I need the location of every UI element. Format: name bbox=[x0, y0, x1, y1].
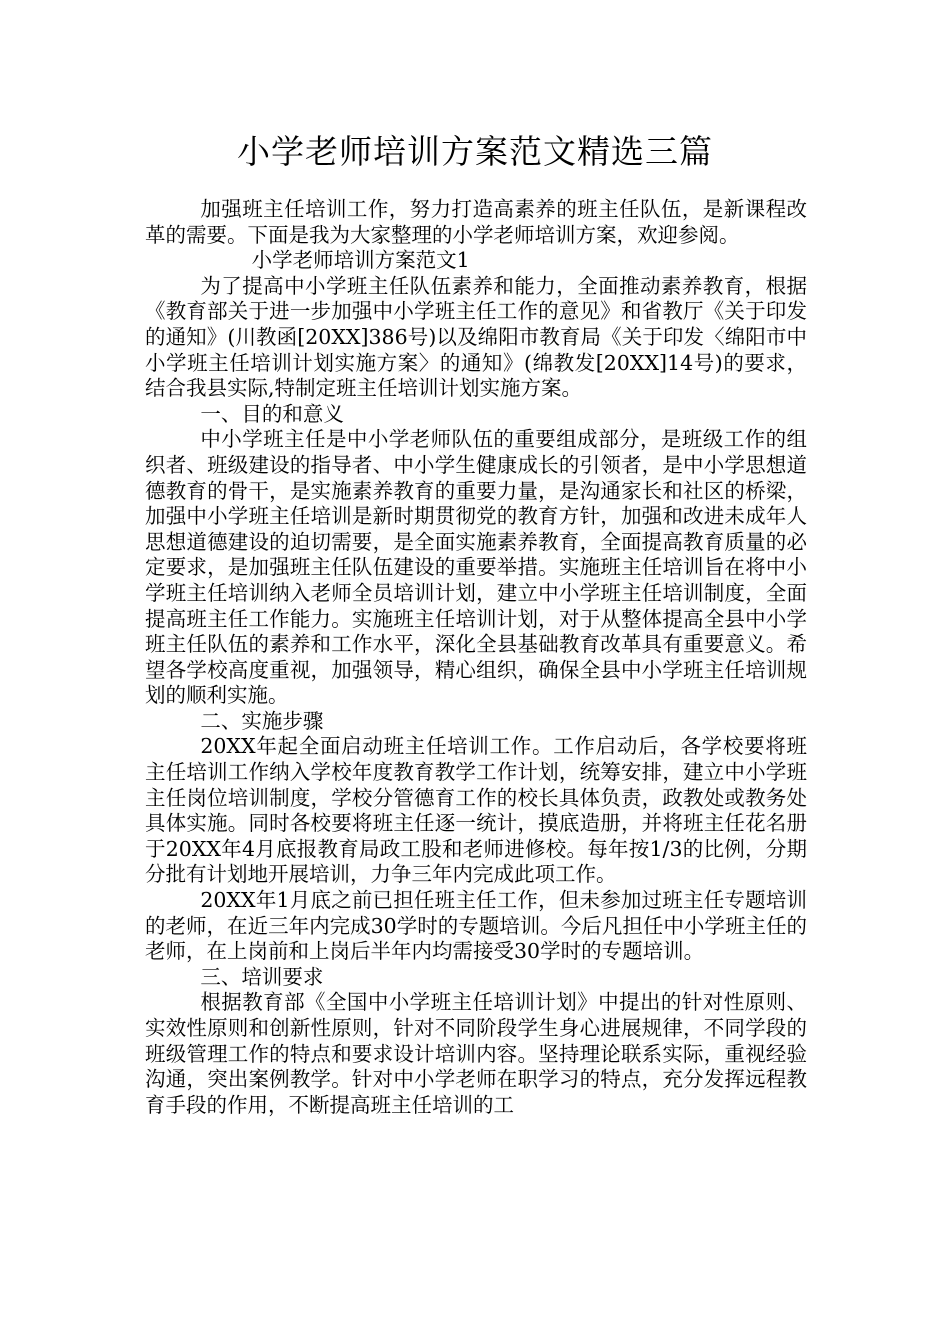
body-paragraph: 20XX年1月底之前已担任班主任工作，但未参加过班主任专题培训的老师，在近三年内完成30学时的专题培训。今后凡担任中小学班主任的老师，在上岗前和上岗后半年内均需接受30学时的专题培训。 bbox=[145, 888, 807, 964]
document-title: 小学老师培训方案范文精选三篇 bbox=[237, 132, 713, 171]
section-heading: 一、目的和意义 bbox=[200, 401, 344, 426]
section-heading: 三、培训要求 bbox=[200, 964, 324, 989]
section-heading: 二、实施步骤 bbox=[200, 708, 324, 733]
body-paragraph: 20XX年起全面启动班主任培训工作。工作启动后，各学校要将班主任培训工作纳入学校年度教育教学工作计划，统筹安排，建立中小学班主任岗位培训制度，学校分管德育工作的校长具体负责，政教处或教务处具体实施。同时各校要将班主任逐一统计，摸底造册，并将班主任花名册于20XX年4月底报教育局政工股和老师进修校。每年按1/3的比例，分期分批有计划地开展培训，力争三年内完成此项工作。 bbox=[145, 734, 807, 887]
body-paragraph: 为了提高中小学班主任队伍素养和能力，全面推动素养教育，根据《教育部关于进一步加强中小学班主任工作的意见》和省教厅《关于印发的通知》(川教函[20XX]386号)以及绵阳市教育局《关于印发〈绵阳市中小学班主任培训计划实施方案〉的通知》(绵教发[20XX]14号)的要求，结合我县实际,特制定班主任培训计划实施方案。 bbox=[145, 273, 807, 401]
document-body bbox=[145, 197, 807, 1118]
intro-paragraph: 加强班主任培训工作，努力打造高素养的班主任队伍，是新课程改革的需要。下面是我为大家整理的小学老师培训方案，欢迎参阅。 bbox=[145, 197, 807, 247]
section-subtitle: 小学老师培训方案范文1 bbox=[251, 248, 470, 273]
body-paragraph: 中小学班主任是中小学老师队伍的重要组成部分，是班级工作的组织者、班级建设的指导者、中小学生健康成长的引领者，是中小学思想道德教育的骨干，是实施素养教育的重要力量，是沟通家长和社区的桥梁，加强中小学班主任培训是新时期贯彻党的教育方针，加强和改进未成年人思想道德建设的迫切需要，是全面实施素养教育，全面提高教育质量的必定要求，是加强班主任队伍建设的重要举措。实施班主任培训旨在将中小学班主任培训纳入老师全员培训计划，建立中小学班主任培训制度，全面提高班主任工作能力。实施班主任培训计划，对于从整体提高全县中小学班主任队伍的素养和工作水平，深化全县基础教育改革具有重要意义。希望各学校高度重视，加强领导，精心组织，确保全县中小学班主任培训规划的顺利实施。 bbox=[145, 427, 807, 708]
body-paragraph: 根据教育部《全国中小学班主任培训计划》中提出的针对性原则、实效性原则和创新性原则，针对不同阶段学生身心进展规律，不同学段的班级管理工作的特点和要求设计培训内容。坚持理论联系实际，重视经验沟通，突出案例教学。针对中小学老师在职学习的特点，充分发挥远程教育手段的作用，不断提高班主任培训的工 bbox=[145, 990, 807, 1117]
